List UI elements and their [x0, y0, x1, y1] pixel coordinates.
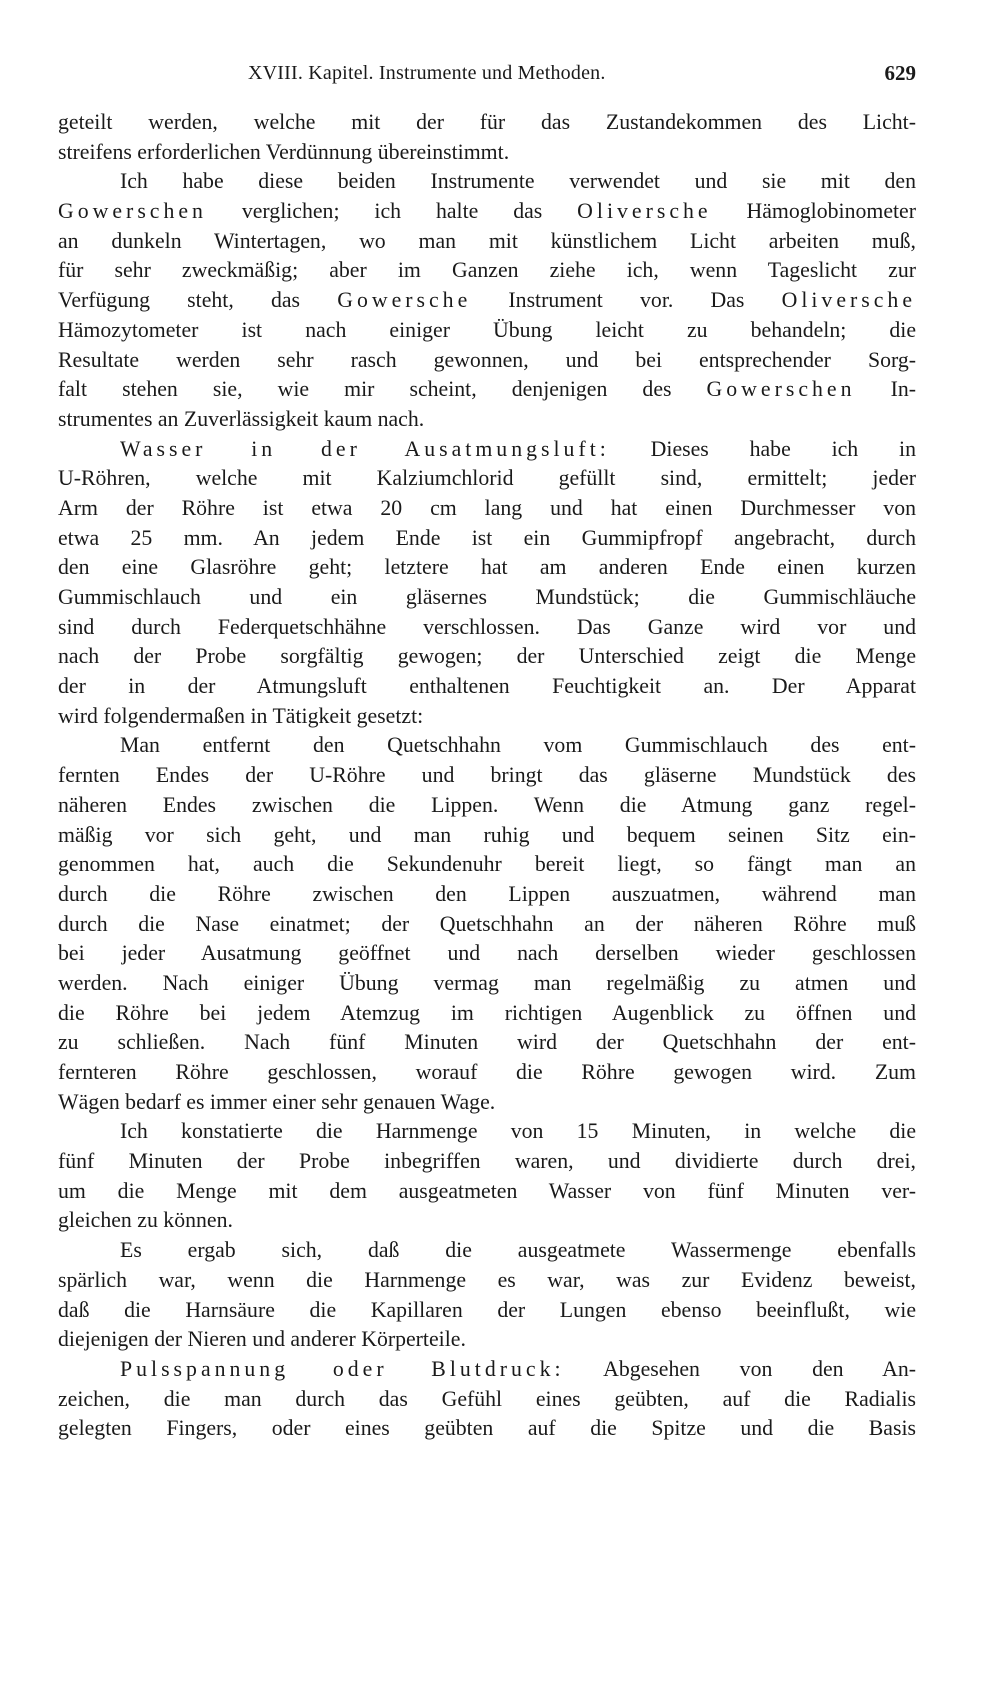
text-line: Hämozytometer ist nach einiger Übung leicht zu behandeln; die: [58, 317, 916, 342]
text-line: Ich habe diese beiden Instrumente verwendet und sie mit den: [120, 169, 916, 194]
text-line: die Röhre bei jedem Atemzug im richtigen Augenblick zu öffnen und: [58, 1000, 916, 1025]
spaced-name: Gowerschen: [706, 377, 856, 402]
text-line: wird folgendermaßen in Tätigkeit gesetzt:: [58, 703, 424, 728]
spaced-name: Oliversche: [781, 288, 916, 313]
spaced-name: Gowersche: [337, 288, 472, 313]
text-line: durch die Nase einatmet; der Quetschhahn an der näheren Röhre muß: [58, 911, 916, 936]
text-line: Es ergab sich, daß die ausgeatmete Wassermenge ebenfalls: [120, 1238, 916, 1263]
text-line: genommen hat, auch die Sekundenuhr bereit liegt, so fängt man an: [58, 852, 916, 877]
text-line: Wasser in der Ausatmungsluft: Dieses habe ich in: [120, 436, 916, 461]
text-line: [58, 1355, 916, 1385]
text-line: diejenigen der Nieren und anderer Körperteile.: [58, 1327, 466, 1352]
text-line: bei jeder Ausatmung geöffnet und nach derselben wieder geschlossen: [58, 941, 916, 966]
text-line: Man entfernt den Quetschhahn vom Gummischlauch des ent-: [120, 733, 916, 758]
text-line: U-Röhren, welche mit Kalziumchlorid gefüllt sind, ermittelt; jeder: [58, 466, 916, 491]
text-line: Ich konstatierte die Harnmenge von 15 Minuten, in welche die: [120, 1119, 916, 1144]
text-line: um die Menge mit dem ausgeatmeten Wasser von fünf Minuten ver-: [58, 1178, 916, 1203]
text-line: falt stehen sie, wie mir scheint, denjenigen des Gowerschen In-: [58, 377, 916, 402]
text-line: sind durch Federquetschhähne verschlossen. Das Ganze wird vor und: [58, 614, 916, 639]
text-line: streifens erforderlichen Verdünnung übereinstimmt.: [58, 139, 510, 164]
text-line: daß die Harnsäure die Kapillaren der Lungen ebenso beeinflußt, wie: [58, 1297, 916, 1322]
chapter-title: XVIII. Kapitel. Instrumente und Methoden.: [248, 62, 606, 84]
text-line: Gummischlauch und ein gläsernes Mundstück; die Gummischläuche: [58, 585, 916, 609]
page-number: 629: [884, 61, 916, 85]
running-head: [58, 58, 916, 88]
text-line: fernten Endes der U-Röhre und bringt das gläserne Mundstück des: [58, 763, 916, 788]
text-line: fünf Minuten der Probe inbegriffen waren, und dividierte durch drei,: [58, 1149, 916, 1174]
text-line: gleichen zu können.: [58, 1208, 233, 1233]
text-fragment: Abgesehen von den An-: [603, 1356, 916, 1381]
text-line: gelegten Fingers, oder eines geübten auf die Spitze und die Basis: [58, 1416, 916, 1441]
text-line: den eine Glasröhre geht; letztere hat am anderen Ende einen kurzen: [58, 555, 916, 580]
spaced-name: Gowerschen: [58, 199, 207, 224]
spaced-name: Oliversche: [577, 199, 712, 224]
text-line: strumentes an Zuverlässigkeit kaum nach.: [58, 406, 425, 431]
text-line: näheren Endes zwischen die Lippen. Wenn die Atmung ganz regel-: [58, 792, 916, 817]
text-line: mäßig vor sich geht, und man ruhig und bequem seinen Sitz ein-: [58, 822, 916, 847]
text-line: Arm der Röhre ist etwa 20 cm lang und hat einen Durchmesser von: [58, 495, 916, 520]
text-line: geteilt werden, welche mit der für das Zustandekommen des Licht-: [58, 110, 916, 134]
text-line: spärlich war, wenn die Harnmenge es war, was zur Evidenz beweist,: [58, 1267, 916, 1292]
text-line: nach der Probe sorgfältig gewogen; der Unterschied zeigt die Menge: [58, 644, 916, 669]
text-line: Wägen bedarf es immer einer sehr genauen Wage.: [58, 1089, 496, 1114]
section-heading-puls: Pulsspannung oder Blutdruck:: [120, 1356, 565, 1381]
text-line: werden. Nach einiger Übung vermag man regelmäßig zu atmen und: [58, 970, 916, 995]
text-line: durch die Röhre zwischen den Lippen auszuatmen, während man: [58, 881, 916, 906]
text-line: etwa 25 mm. An jedem Ende ist ein Gummipfropf angebracht, durch: [58, 525, 916, 550]
text-line: für sehr zweckmäßig; aber im Ganzen ziehe ich, wenn Tageslicht zur: [58, 258, 916, 283]
section-heading-wasser: Wasser in der Ausatmungsluft:: [120, 436, 610, 461]
text-line: Resultate werden sehr rasch gewonnen, und bei entsprechender Sorg-: [58, 347, 916, 372]
text-line: Gowerschen verglichen; ich halte das Oliversche Hämoglobinometer: [58, 199, 916, 224]
body-text: [58, 108, 916, 1444]
text-line: fernteren Röhre geschlossen, worauf die Röhre gewogen wird. Zum: [58, 1060, 916, 1084]
text-line: zeichen, die man durch das Gefühl eines geübten, auf die Radialis: [58, 1386, 916, 1411]
text-line: an dunkeln Wintertagen, wo man mit künstlichem Licht arbeiten muß,: [58, 228, 916, 253]
text-line: der in der Atmungsluft enthaltenen Feuchtigkeit an. Der Apparat: [58, 674, 916, 699]
text-line: zu schließen. Nach fünf Minuten wird der Quetschhahn der ent-: [58, 1030, 916, 1055]
text-line: Verfügung steht, das Gowersche Instrument vor. Das Oliversche: [58, 288, 916, 313]
